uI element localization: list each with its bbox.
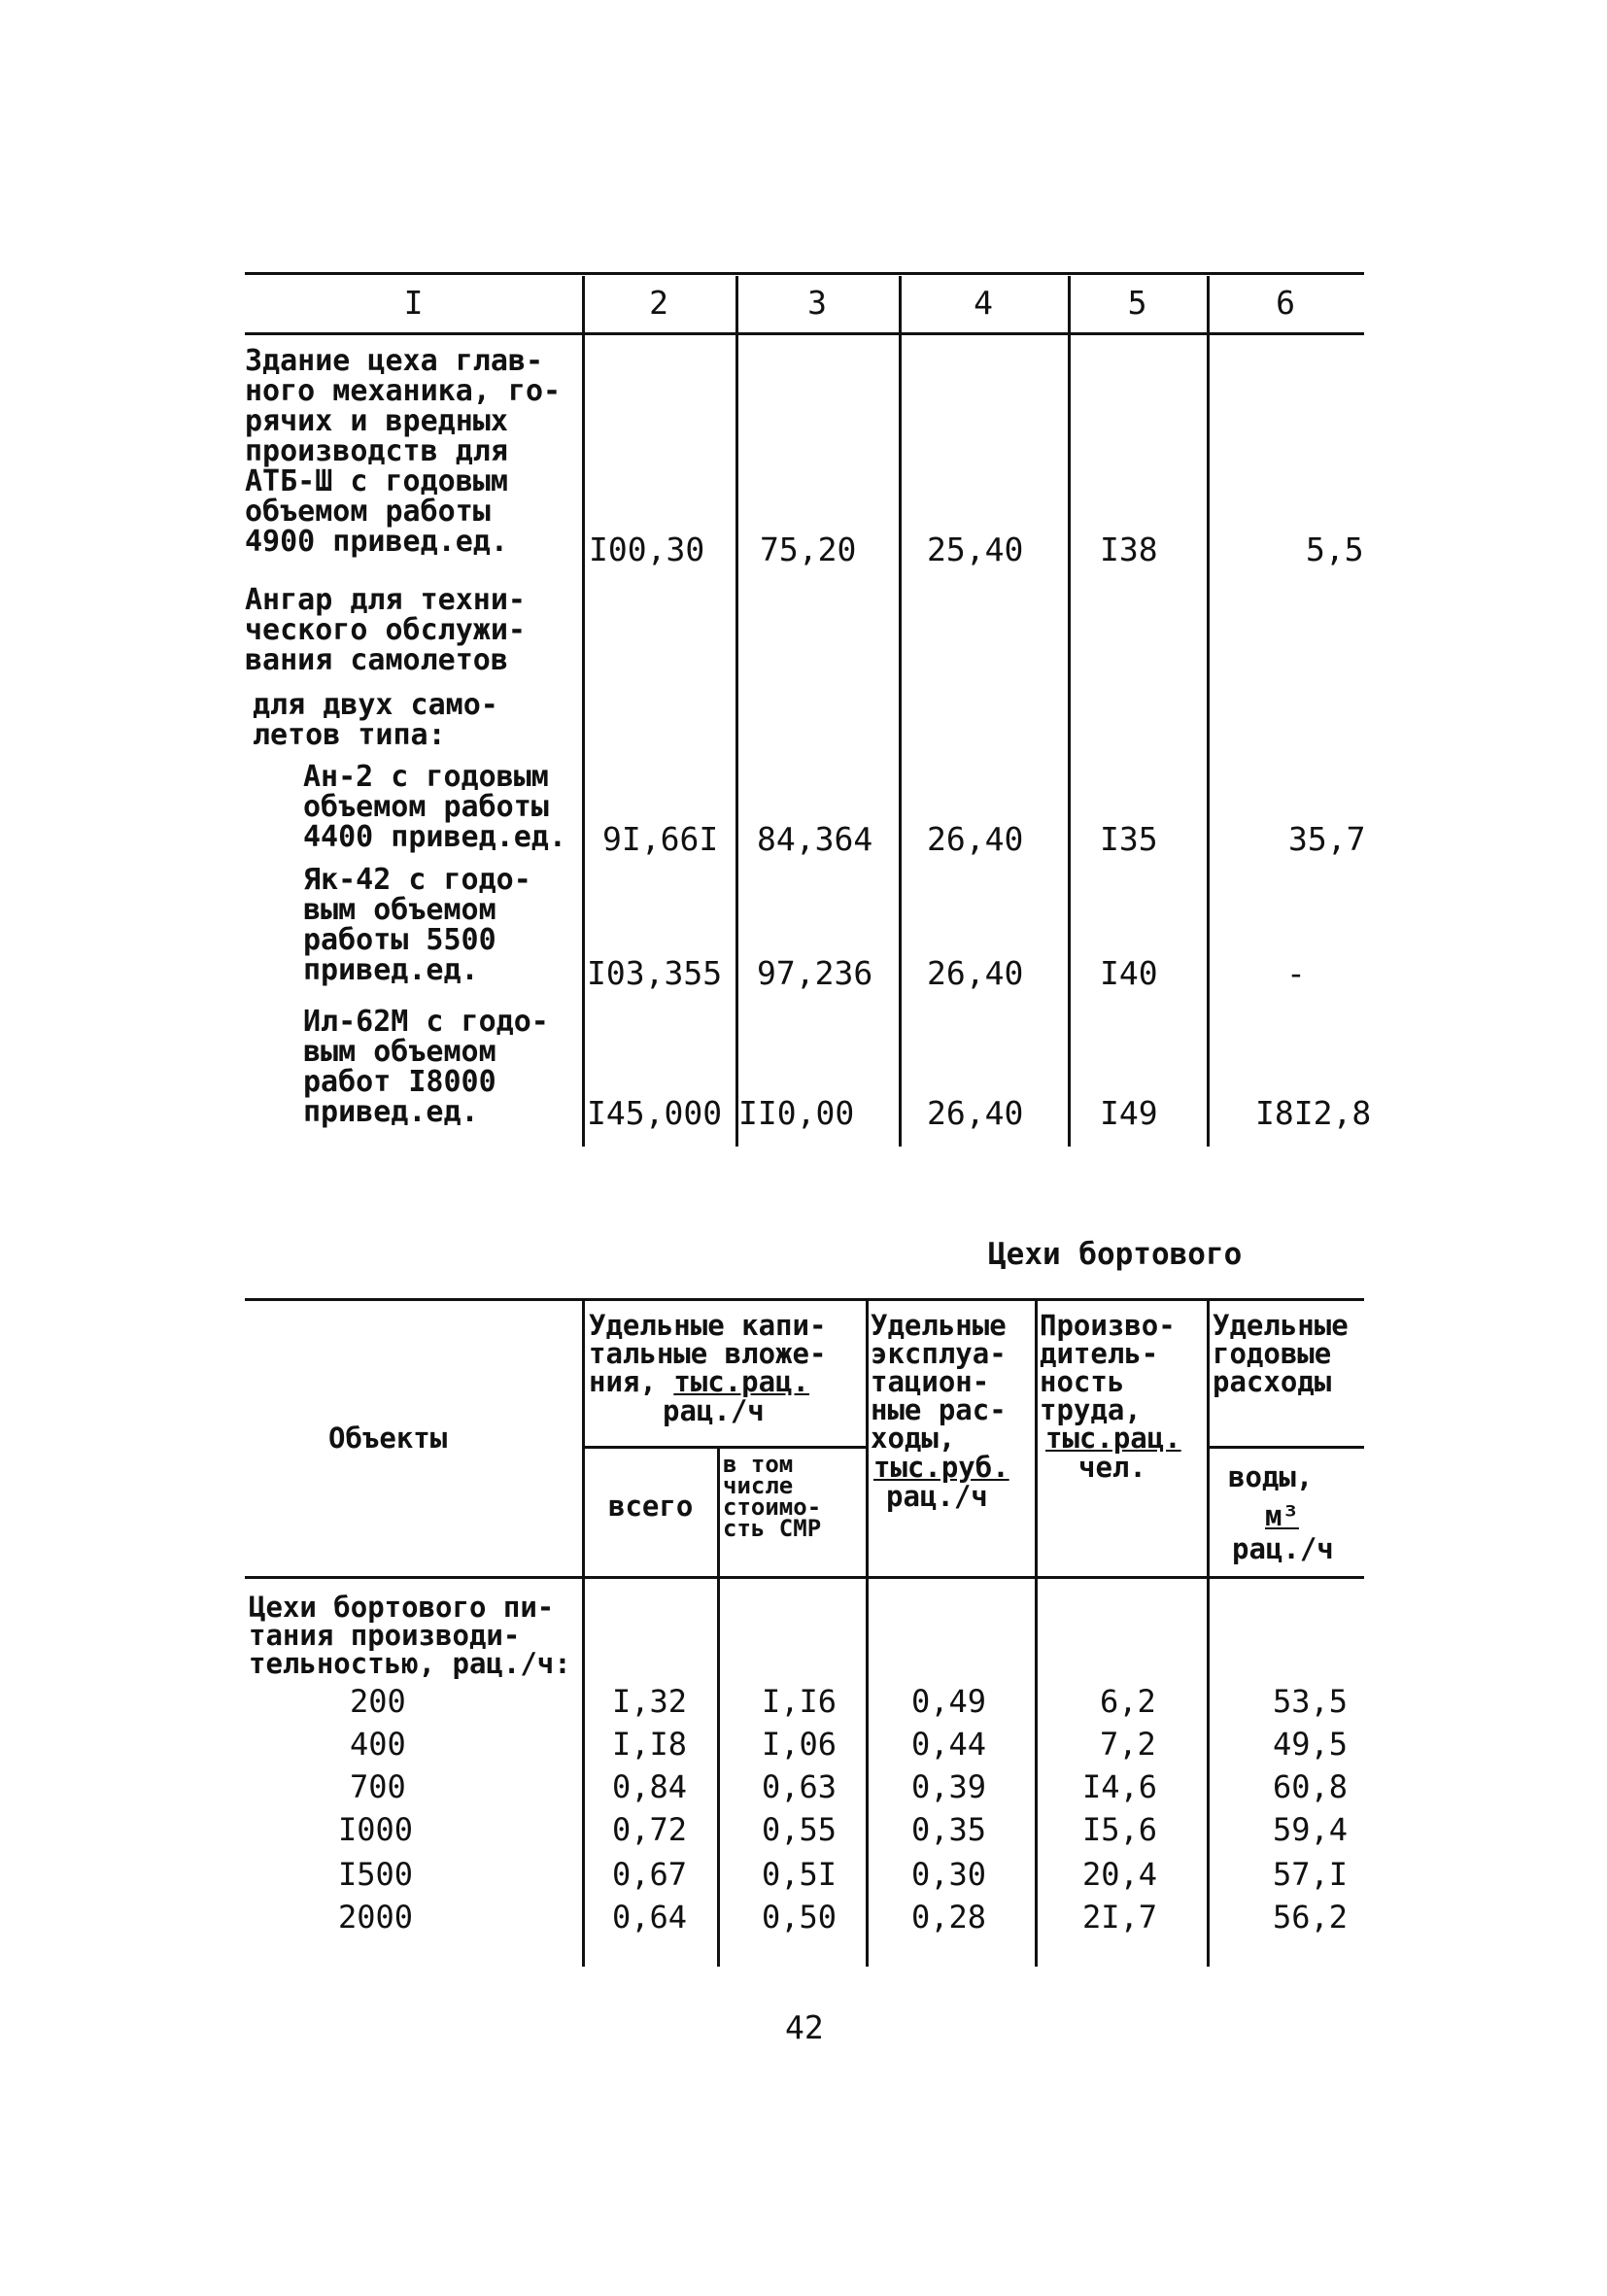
column-divider [866, 1300, 869, 1967]
capacity-cell: 2000 [338, 1899, 414, 1936]
value-cell: 35,7 [1288, 820, 1366, 858]
value-cell: 0,72 [612, 1811, 688, 1848]
column-header-4: 4 [974, 284, 993, 322]
subheader-rule [582, 1446, 866, 1449]
value-cell: 0,67 [612, 1856, 688, 1893]
column-divider [1035, 1300, 1038, 1967]
header-total: всего [608, 1490, 694, 1523]
value-cell: 6,2 [1100, 1683, 1156, 1720]
object-description: Ан-2 с годовым объемом работы 4400 привед.ед. [303, 760, 566, 854]
value-cell: 0,35 [911, 1811, 987, 1848]
value-cell: I00,30 [589, 531, 705, 568]
value-cell: 0,49 [911, 1683, 987, 1720]
value-cell: 97,236 [757, 954, 873, 992]
header-water-unit-den: рац./ч [1232, 1532, 1334, 1565]
value-cell: 0,50 [762, 1899, 838, 1936]
value-cell: 25,40 [927, 531, 1024, 568]
header-operating-costs: Удельные эксплуа- тацион- ные рас- ходы, [871, 1309, 1007, 1455]
column-divider [899, 276, 902, 1147]
value-cell: I4,6 [1082, 1768, 1158, 1805]
value-cell: 26,40 [927, 1094, 1024, 1132]
value-cell: 0,39 [911, 1768, 987, 1805]
table-caption: Цехи бортового [988, 1237, 1243, 1272]
value-cell: 0,63 [762, 1768, 838, 1805]
value-cell: I,06 [762, 1726, 838, 1763]
value-cell: 49,5 [1273, 1726, 1349, 1763]
column-divider [582, 276, 585, 1147]
capacity-cell: I500 [338, 1856, 414, 1893]
value-cell: I5,6 [1082, 1811, 1158, 1848]
column-divider [717, 1446, 720, 1967]
column-divider [1068, 276, 1071, 1147]
value-cell: 0,28 [911, 1899, 987, 1936]
header-capital-unit-num: тыс.рац. [673, 1365, 809, 1398]
value-cell: - [1286, 954, 1306, 992]
column-header-2: 2 [649, 284, 668, 322]
header-productivity-unit-num: тыс.рац. [1045, 1422, 1181, 1455]
value-cell: 0,64 [612, 1899, 688, 1936]
column-header-6: 6 [1276, 284, 1295, 322]
table-top-rule [245, 272, 1364, 275]
value-cell: 9I,66I [602, 820, 719, 858]
column-header-5: 5 [1127, 284, 1147, 322]
value-cell: 0,55 [762, 1811, 838, 1848]
object-description: Ил-62М с годо- вым объемом работ I8000 привед.ед. [303, 1005, 549, 1129]
value-cell: 0,84 [612, 1768, 688, 1805]
value-cell: I49 [1100, 1094, 1158, 1132]
value-cell: I35 [1100, 820, 1158, 858]
header-operating-unit-num: тыс.руб. [873, 1451, 1009, 1484]
capacity-cell: 200 [350, 1683, 406, 1720]
value-cell: 0,5I [762, 1856, 838, 1893]
value-cell: II0,00 [738, 1094, 855, 1132]
header-water: воды, [1228, 1460, 1314, 1493]
header-incl-smr: в том числе стоимо- сть СМР [723, 1451, 822, 1542]
object-description: Здание цеха глав- ного механика, го- рячих и вредных производств для АТБ-Ш с годовым объемом работы 4900 привед.ед. [245, 344, 562, 559]
capacity-cell: 700 [350, 1768, 406, 1805]
header-water-unit-num: м³ [1265, 1499, 1299, 1532]
column-header-1: I [403, 284, 424, 322]
value-cell: 26,40 [927, 954, 1024, 992]
row-group-label: Цехи бортового пи- тания производи- тельностью, рац./ч: [249, 1591, 571, 1680]
value-cell: I40 [1100, 954, 1158, 992]
value-cell: I,32 [612, 1683, 688, 1720]
table-top-rule [245, 1298, 1364, 1301]
column-divider [1207, 276, 1210, 1147]
value-cell: 0,44 [911, 1726, 987, 1763]
value-cell: 59,4 [1273, 1811, 1349, 1848]
header-capital-unit-den: рац./ч [663, 1394, 765, 1427]
value-cell: I,I8 [612, 1726, 688, 1763]
header-bottom-rule [245, 1576, 1364, 1579]
value-cell: I45,000 [587, 1094, 723, 1132]
value-cell: 60,8 [1273, 1768, 1349, 1805]
value-cell: I,I6 [762, 1683, 838, 1720]
header-bottom-rule [245, 332, 1364, 335]
object-description: Як-42 с годо- вым объемом работы 5500 привед.ед. [303, 863, 531, 987]
column-divider [735, 276, 738, 1147]
value-cell: 5,5 [1306, 531, 1364, 568]
value-cell: 0,30 [911, 1856, 987, 1893]
capacity-cell: I000 [338, 1811, 414, 1848]
header-annual-expenses: Удельные годовые расходы [1213, 1309, 1349, 1398]
column-divider [582, 1300, 585, 1967]
value-cell: I8I2,8 [1255, 1094, 1372, 1132]
column-divider [1207, 1300, 1210, 1967]
object-description: Ангар для техни- ческого обслужи- вания самолетов [245, 583, 526, 677]
object-description: для двух само- летов типа: [253, 688, 498, 752]
value-cell: 26,40 [927, 820, 1024, 858]
value-cell: 2I,7 [1082, 1899, 1158, 1936]
header-objects: Объекты [328, 1422, 448, 1455]
value-cell: I03,355 [587, 954, 723, 992]
value-cell: I38 [1100, 531, 1158, 568]
value-cell: 20,4 [1082, 1856, 1158, 1893]
value-cell: 57,I [1273, 1856, 1349, 1893]
page-number: 42 [785, 2008, 824, 2046]
subheader-rule [1207, 1446, 1364, 1449]
column-header-3: 3 [807, 284, 827, 322]
value-cell: 84,364 [757, 820, 873, 858]
value-cell: 56,2 [1273, 1899, 1349, 1936]
value-cell: 75,20 [760, 531, 857, 568]
capacity-cell: 400 [350, 1726, 406, 1763]
header-productivity: Произво- дитель- ность труда, [1040, 1309, 1176, 1426]
value-cell: 7,2 [1100, 1726, 1156, 1763]
header-capital-prefix: ния, [589, 1365, 674, 1398]
header-productivity-unit-den: чел. [1078, 1451, 1146, 1484]
header-capital-investments: Удельные капи- тальные вложе- [589, 1309, 827, 1370]
table-main [245, 1298, 1364, 1978]
header-operating-unit-den: рац./ч [886, 1480, 988, 1513]
value-cell: 53,5 [1273, 1683, 1349, 1720]
header-capital-unit [589, 1365, 809, 1398]
